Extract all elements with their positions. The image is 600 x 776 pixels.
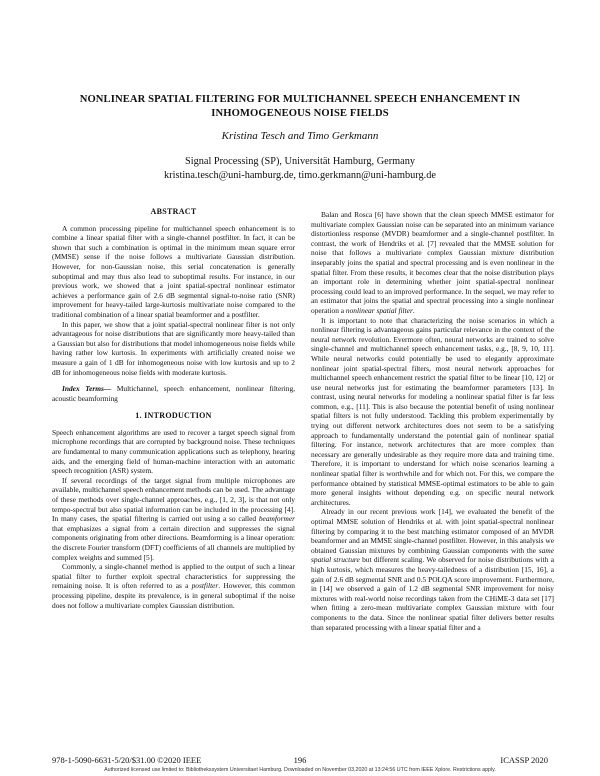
affiliation-block (0, 155, 600, 183)
affiliation: Signal Processing (SP), Universität Hamburg, Germany (184, 156, 416, 167)
abstract-paragraph: A common processing pipeline for multichannel speech enhancement is to combine a linear spatial filter with a single-channel postfilter. In fact, it can be shown that such a combination is optimal in the minimum mean square error (MMSE) sense if the noise follows a multivariate Gaussian distribution. However, for non-Gaussian noise, this serial concatenation is generally suboptimal and may thus also lead to suboptimal results. For instance, in our previous work, we showed that a joint spatial-spectral nonlinear estimator achieves a performance gain of 2.6 dB segmental signal-to-noise ratio (SNR) improvement for heavy-tailed large-kurtosis multivariate noise compared to the traditional combination of a linear spatial beamformer and a postfilter. (52, 223, 295, 319)
abstract-paragraph: In this paper, we show that a joint spatial-spectral nonlinear filter is not only advantageous for noise distributions that are significantly more heavy-tailed than a Gaussian but also for distributions that model inhomogeneous noise fields while having rather low kurtosis. In experiments with artificially created noise we measure a gain of 1 dB for inhomogeneous noise with low kurtosis and up to 2 dB for inhomogeneous noise fields with moderate kurtosis. (52, 319, 295, 377)
keywords (52, 384, 295, 403)
intro-paragraph: Commonly, a single-channel method is applied to the output of such a linear spatial filter to further exploit spectral characteristics for suppressing the remaining noise. It is often referred to as a postfilter. However, this common processing pipeline, despite its prevalence, is in general suboptimal if the noise does not follow a multivariate complex Gaussian distribution. (52, 562, 295, 610)
page-number: 196 (293, 755, 307, 765)
intro-paragraph: If several recordings of the target signal from multiple microphones are available, multichannel speech enhancement methods can be used. The advantage of these methods over single-channel approaches, e.g., [1, 2, 3], is that not only tempo-spectral but also spatial information can be included in the processing [4]. In many cases, the spatial filtering is carried out using a so called beamformer that emphasizes a signal from a certain direction and suppresses the signal components originating from other directions. Beamforming is a linear operation: the discrete Fourier transform (DFT) coefficients of all channels are multiplied by complex weights and summed [5]. (52, 475, 295, 562)
body-paragraph: Already in our recent previous work [14], we evaluated the benefit of the optimal MMSE solution of Hendriks et al. with joint spatial-spectral nonlinear filtering by comparing it to the best matching estimator composed of an MVDR beamformer and an MMSE single-channel postfilter. However, in this analysis we obtained Gaussian mixtures by combining Gaussian components with the same spatial structure but different scaling. We observed for noise distributions with a high kurtosis, which measures the heavy-tailedness of a distribution [15, 16], a gain of 2.6 dB segmental SNR and 0.5 POLQA score improvement. Furthermore, in [14] we observed a gain of 1.2 dB segmental SNR improvement for noisy mixtures with real-world noise recordings taken from the CHiME-3 data set [17] when fitting a zero-mean multivariate complex Gaussian mixture with four components to the data. Since the nonlinear spatial filter delivers better results than separated processing with a linear spatial filter and a (311, 507, 554, 632)
keywords-label: Index Terms— (62, 384, 112, 394)
body-paragraph: Balan and Rosca [6] have shown that the clean speech MMSE estimator for multivariate complex Gaussian noise can be separated into an minimum variance distortionless response (MVDR) beamformer and a single-channel postfilter. In contrast, the work of Hendriks et al. [7] revealed that the MMSE solution for noise that follows a multivariate complex Gaussian mixture distribution inseparably joins the spatial and spectral processing and is even nonlinear in the spatial filter. From these results, it becomes clear that the noise distribution plays an important role in determining whether joint spatial-spectral nonlinear processing could lead to an improved performance. In the sequel, we may refer to an estimator that joins the spatial and spectral processing into a single nonlinear operation a nonlinear spatial filter. (311, 210, 554, 315)
body-paragraph: It is important to note that characterizing the noise scenarios in which a nonlinear filtering is advantageous gains particular relevance in the context of the neural network revolution. Evermore often, neural networks are trained to solve single-channel and multichannel speech enhancement tasks, e.g., [8, 9, 10, 11]. While neural networks could potentially be used to elegantly approximate nonlinear joint spatial-spectral filters, most neural network approaches for multichannel speech enhancement restrict the spatial filter to be linear [10, 12] or use neural networks just for estimating the beamformer parameters [13]. In contrast, using neural networks for modeling a nonlinear spatial filter is far less common, e.g., [11]. This is also because the potential benefit of using nonlinear spatial filters is not fully understood. Tackling this problem experimentally by trying out different network architectures does not seem to be a satisfying approach to fundamentally understand the potential gain of nonlinear spatial filtering. For instance, network architectures that are more complex than necessary are generally undesirable as they require more data and training time. Therefore, it is important to understand for which noise scenarios learning a nonlinear spatial filter is worthwhile and for which not. For this, we compare the performance obtained by statistical MMSE-optimal estimators to be able to gain more general insights without depending e.g. on specific neural network architectures. (311, 315, 554, 507)
keywords-text: Multichannel, speech enhancement, nonlinear filtering, acoustic beamforming (52, 384, 295, 403)
emails: kristina.tesch@uni-hamburg.de, timo.gerkmann@uni-hamburg.de (164, 170, 436, 181)
footer-venue: ICASSP 2020 (500, 755, 548, 765)
introduction-heading: 1. INTRODUCTION (135, 411, 212, 421)
authors: Kristina Tesch and Timo Gerkmann (221, 130, 379, 142)
license-notice: Authorized licensed use limited to: Bibliothekssystem Universitaet Hamburg. Downloaded on November 03,2020 at 13:24:56 UTC from IEEE Xplore. Restrictions apply. (104, 767, 496, 773)
footer-isbn: 978-1-5090-6631-5/20/$31.00 ©2020 IEEE (52, 755, 202, 765)
left-column (52, 207, 295, 610)
paper-title: NONLINEAR SPATIAL FILTERING FOR MULTICHANNEL SPEECH ENHANCEMENT IN INHOMOGENEOUS NOISE FIELDS (79, 94, 521, 119)
intro-paragraph: Speech enhancement algorithms are used to recover a target speech signal from microphone recordings that are corrupted by background noise. These techniques are fundamental to many communication applications such as telephony, hearing aids, and the emerging field of human-machine interaction with an automatic speech recognition (ASR) system. (52, 427, 295, 476)
right-column (311, 210, 554, 632)
abstract-heading: ABSTRACT (150, 207, 197, 216)
